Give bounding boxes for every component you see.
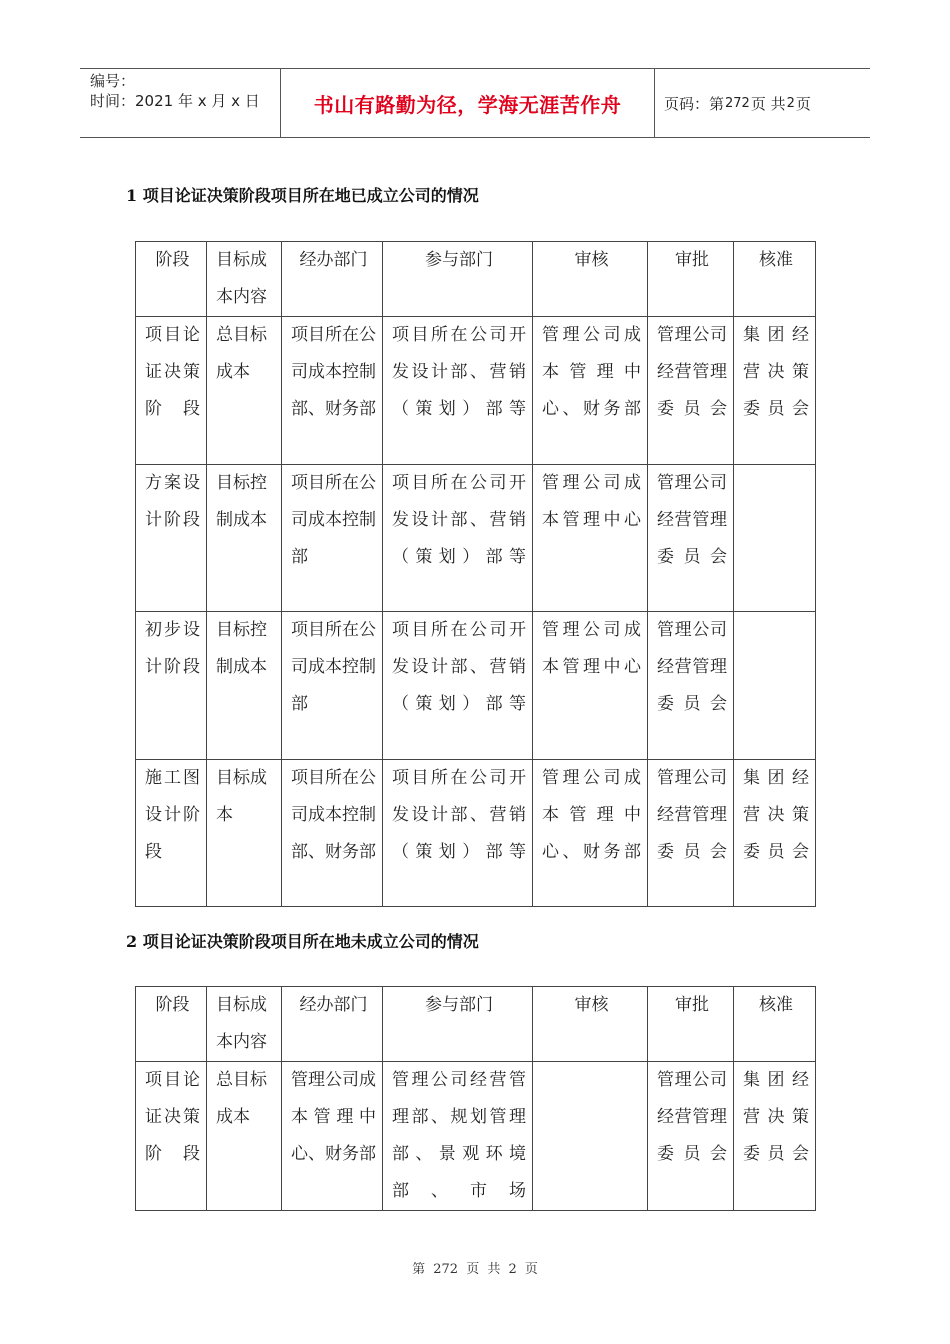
section-2-title: 2 项目论证决策阶段项目所在地未成立公司的情况	[126, 932, 479, 951]
table-cell: 管理公司经营管理委员会	[648, 317, 734, 465]
document-number-label: 编号：	[90, 72, 136, 90]
column-header: 参与部门	[383, 242, 533, 317]
table-cell: 集团经营决策委员会	[734, 317, 816, 465]
approval-table-established	[135, 241, 816, 907]
table-cell: 目标控制成本	[207, 465, 282, 612]
footer-page-number: 272	[433, 1262, 459, 1277]
table-cell: 项目所在公司开发设计部、营销（策划）部等	[383, 317, 533, 465]
table-row	[136, 465, 816, 612]
table-cell: 管理公司经营管理委员会	[648, 465, 734, 612]
column-header: 核准	[734, 242, 816, 317]
table-cell: 项目所在公司成本控制部	[282, 465, 383, 612]
table-cell: 管理公司成本管理中心、财务部	[533, 760, 648, 907]
document-date-label: 时间：2021 年 x 月 x 日	[90, 92, 260, 110]
page-info-prefix: 页码：第	[664, 94, 725, 113]
column-header: 经办部门	[282, 242, 383, 317]
page-footer	[0, 1258, 950, 1277]
page-info-number: 272	[725, 95, 750, 111]
page-info-mid: 页 共	[750, 94, 786, 113]
column-header: 目标成本内容	[207, 987, 282, 1062]
table-cell	[734, 465, 816, 612]
table-cell: 项目论证决策阶段	[136, 317, 207, 465]
header-motto: 书山有路勤为径，学海无涯苦作舟	[313, 92, 622, 117]
page-info-suffix: 页	[795, 94, 811, 113]
table-header-row	[136, 242, 816, 317]
table-cell: 初步设计阶段	[136, 612, 207, 760]
table-cell: 集团经营决策委员会	[734, 1062, 816, 1211]
table-cell: 项目所在公司开发设计部、营销（策划）部等	[383, 465, 533, 612]
header-meta	[80, 69, 280, 137]
table-row	[136, 760, 816, 907]
table-cell: 管理公司经营管理委员会	[648, 1062, 734, 1211]
table-cell: 项目所在公司开发设计部、营销（策划）部等	[383, 612, 533, 760]
table-cell: 管理公司成本管理中心	[533, 465, 648, 612]
table-row	[136, 317, 816, 465]
table-cell: 目标控制成本	[207, 612, 282, 760]
footer-prefix: 第	[412, 1262, 426, 1277]
footer-page-total: 2	[508, 1262, 517, 1277]
column-header: 审核	[533, 987, 648, 1062]
table-cell: 管理公司经营管理委员会	[648, 612, 734, 760]
header-motto-cell	[280, 69, 655, 137]
column-header: 经办部门	[282, 987, 383, 1062]
header-page-info	[654, 69, 870, 137]
column-header: 阶段	[136, 987, 207, 1062]
table-cell: 管理公司成本管理中心、财务部	[533, 317, 648, 465]
page-header	[80, 68, 870, 138]
table-cell: 管理公司经营管理部、规划管理部、景观环境部、市场	[383, 1062, 533, 1211]
footer-mid: 页 共	[466, 1262, 501, 1277]
table-cell: 总目标成本	[207, 317, 282, 465]
column-header: 核准	[734, 987, 816, 1062]
table-cell: 项目所在公司成本控制部	[282, 612, 383, 760]
table-cell: 集团经营决策委员会	[734, 760, 816, 907]
section-1-title: 1 项目论证决策阶段项目所在地已成立公司的情况	[126, 186, 479, 205]
column-header: 目标成本内容	[207, 242, 282, 317]
table-cell: 项目论证决策阶段	[136, 1062, 207, 1211]
table-cell: 管理公司成本管理中心	[533, 612, 648, 760]
table-cell: 管理公司成本管理中心、财务部	[282, 1062, 383, 1211]
table-cell	[734, 612, 816, 760]
footer-suffix: 页	[524, 1262, 538, 1277]
table-cell: 施工图设计阶段	[136, 760, 207, 907]
table-cell	[533, 1062, 648, 1211]
table-cell: 方案设计阶段	[136, 465, 207, 612]
table-row	[136, 612, 816, 760]
column-header: 审批	[648, 987, 734, 1062]
table-row	[136, 1062, 816, 1211]
table-cell: 管理公司经营管理委员会	[648, 760, 734, 907]
table-cell: 项目所在公司开发设计部、营销（策划）部等	[383, 760, 533, 907]
table-cell: 项目所在公司成本控制部、财务部	[282, 760, 383, 907]
column-header: 阶段	[136, 242, 207, 317]
approval-table-not-established	[135, 986, 816, 1211]
table-cell: 目标成本	[207, 760, 282, 907]
column-header: 审批	[648, 242, 734, 317]
column-header: 参与部门	[383, 987, 533, 1062]
page-info-total: 2	[786, 95, 795, 111]
column-header: 审核	[533, 242, 648, 317]
table-cell: 项目所在公司成本控制部、财务部	[282, 317, 383, 465]
table-cell: 总目标成本	[207, 1062, 282, 1211]
table-header-row	[136, 987, 816, 1062]
